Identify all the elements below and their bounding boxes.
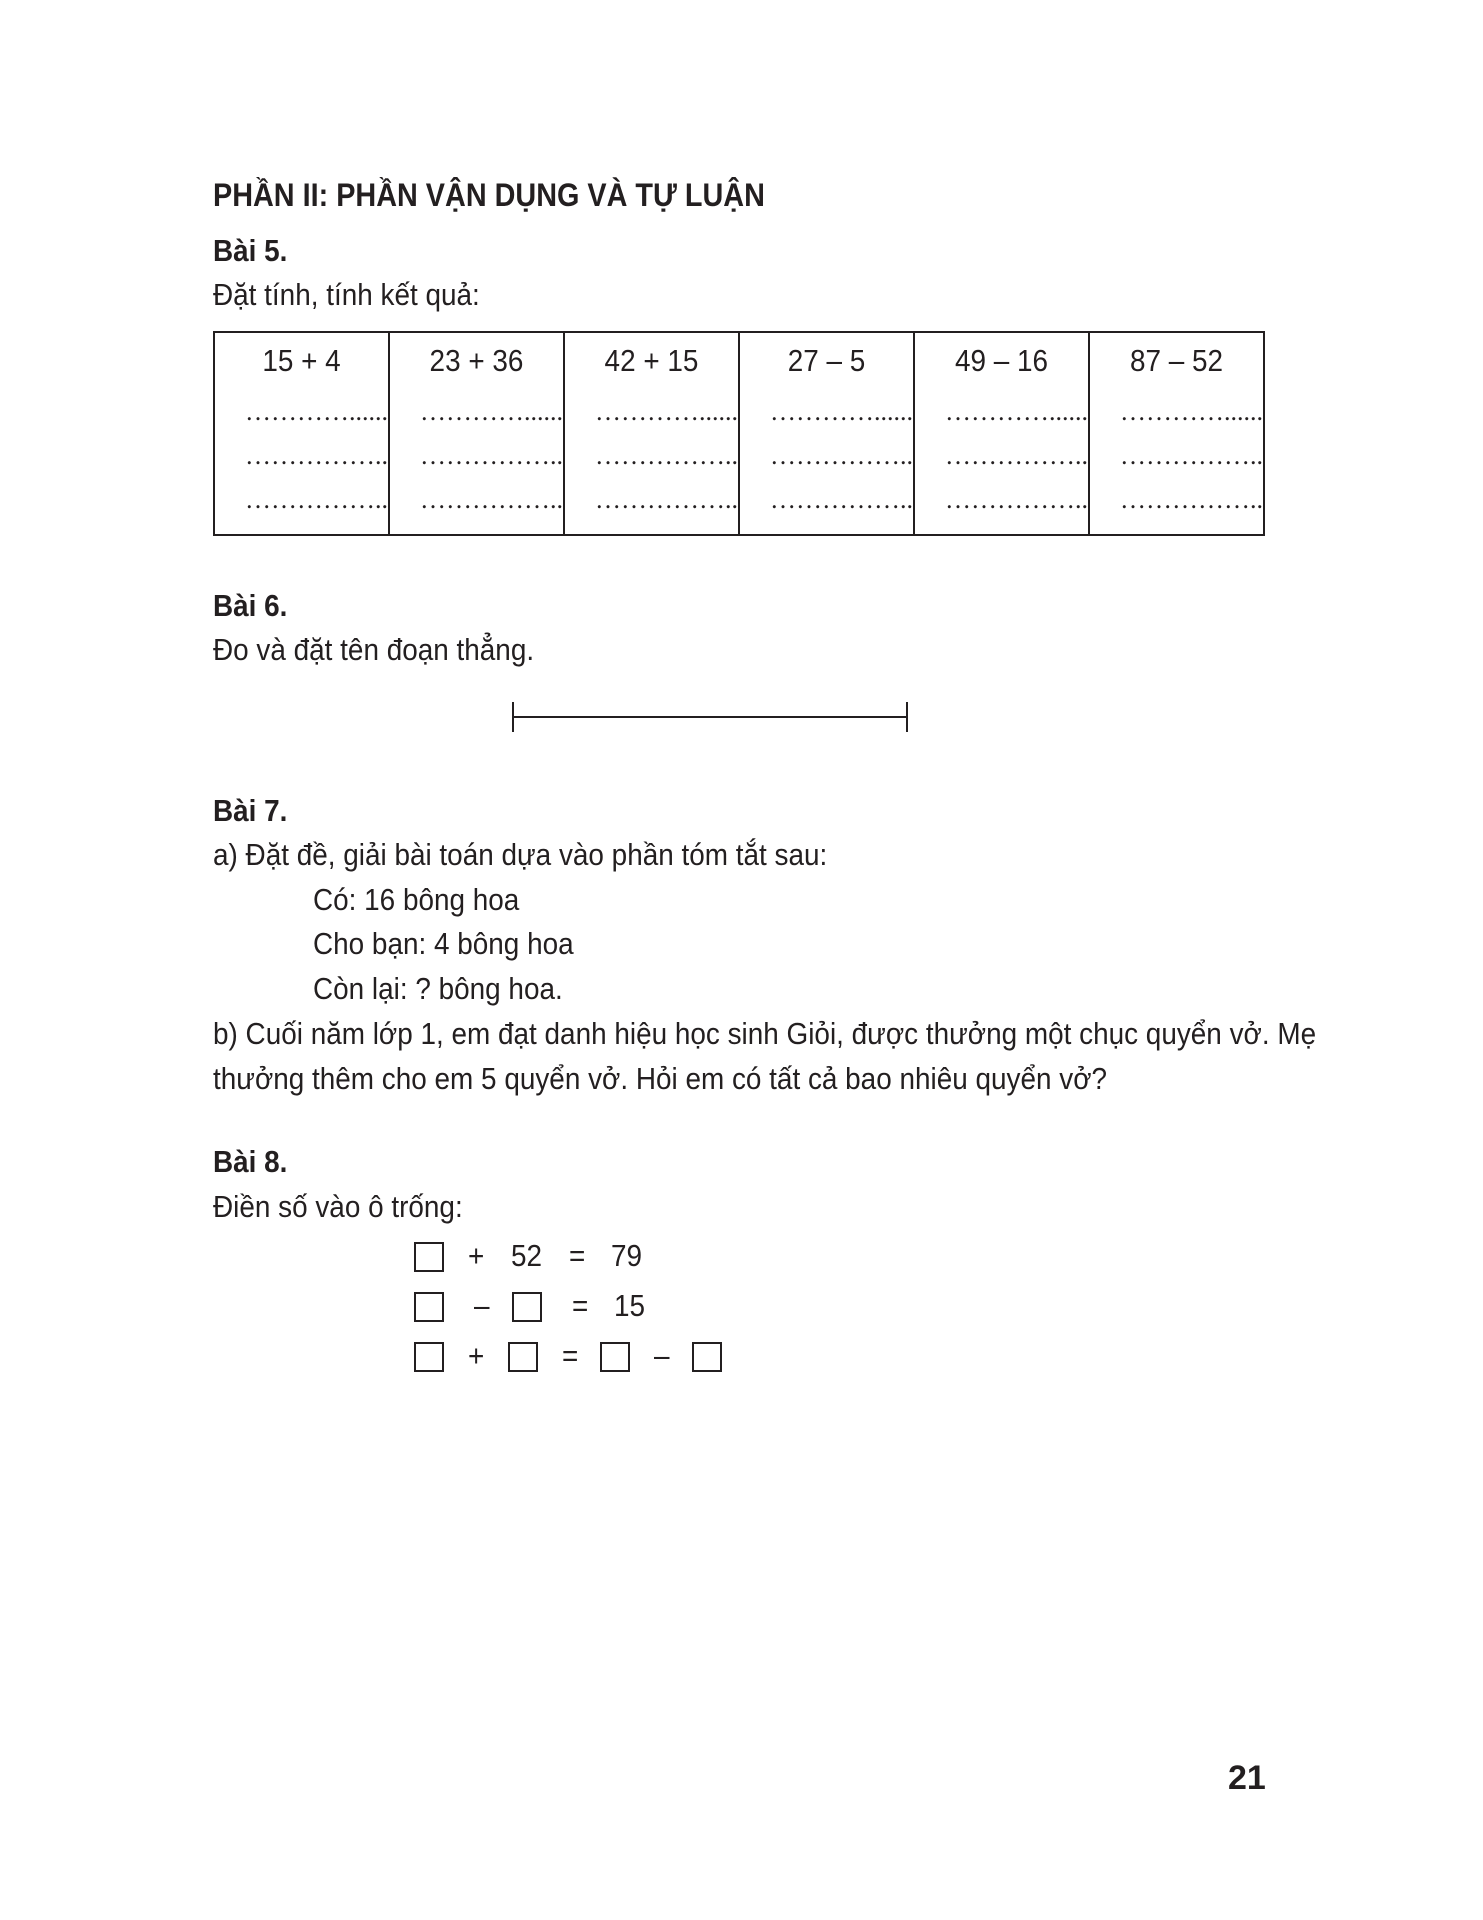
answer-dots[interactable]: …………….. (245, 441, 388, 470)
calc-column (740, 333, 915, 534)
calc-column (1090, 333, 1263, 534)
answer-dots[interactable]: …………….. (245, 485, 388, 514)
equals-sign: = (569, 1238, 586, 1273)
bai7-part-b-line1: b) Cuối năm lớp 1, em đạt danh hiệu học sinh Giỏi, được thưởng một chục quyển vở. Mẹ (213, 1016, 1317, 1051)
answer-dots[interactable]: …………….. (945, 441, 1088, 470)
calc-column (565, 333, 740, 534)
answer-dots[interactable]: …………….. (420, 441, 563, 470)
answer-dots[interactable]: …………...... (1120, 397, 1263, 426)
bai8-instruction: Điền số vào ô trống: (213, 1189, 463, 1224)
plus-sign: + (468, 1338, 485, 1373)
result: 15 (614, 1288, 646, 1323)
bai7-part-a: a) Đặt đề, giải bài toán dựa vào phần tóm tắt sau: (213, 837, 828, 872)
minus-sign: – (654, 1338, 670, 1373)
blank-box[interactable] (508, 1342, 538, 1372)
answer-dots[interactable]: …………….. (1120, 441, 1263, 470)
segment-line (512, 716, 908, 718)
calc-column (915, 333, 1090, 534)
answer-dots[interactable]: …………….. (420, 485, 563, 514)
answer-dots[interactable]: …………...... (245, 397, 388, 426)
section-title: PHẦN II: PHẦN VẬN DỤNG VÀ TỰ LUẬN (213, 177, 765, 213)
result: 79 (611, 1238, 643, 1273)
summary-line-2: Cho bạn: 4 bông hoa (313, 926, 574, 961)
answer-dots[interactable]: …………...... (420, 397, 563, 426)
answer-dots[interactable]: …………….. (595, 441, 738, 470)
answer-dots[interactable]: …………….. (595, 485, 738, 514)
bai7-title: Bài 7. (213, 793, 288, 828)
summary-line-1: Có: 16 bông hoa (313, 882, 520, 917)
calc-column (390, 333, 565, 534)
bai8-title: Bài 8. (213, 1144, 288, 1179)
answer-dots[interactable]: …………...... (770, 397, 913, 426)
calc-expression: 87 – 52 (1129, 343, 1224, 378)
blank-box[interactable] (600, 1342, 630, 1372)
answer-dots[interactable]: …………...... (945, 397, 1088, 426)
bai6-instruction: Đo và đặt tên đoạn thẳng. (213, 632, 535, 667)
calc-expression: 49 – 16 (954, 343, 1049, 378)
answer-dots[interactable]: …………….. (1120, 485, 1263, 514)
calc-expression: 27 – 5 (787, 343, 866, 378)
segment-endpoint-right (906, 702, 908, 732)
calculation-table (213, 331, 1265, 536)
answer-dots[interactable]: …………….. (770, 485, 913, 514)
calc-expression: 23 + 36 (429, 343, 524, 378)
equals-sign: = (562, 1338, 579, 1373)
page-number: 21 (1228, 1759, 1266, 1797)
answer-dots[interactable]: …………...... (595, 397, 738, 426)
plus-sign: + (468, 1238, 485, 1273)
bai6-title: Bài 6. (213, 588, 288, 623)
answer-dots[interactable]: …………….. (770, 441, 913, 470)
blank-box[interactable] (414, 1242, 444, 1272)
calc-expression: 42 + 15 (604, 343, 699, 378)
calc-expression: 15 + 4 (262, 343, 341, 378)
blank-box[interactable] (692, 1342, 722, 1372)
number: 52 (511, 1238, 543, 1273)
equals-sign: = (572, 1288, 589, 1323)
calc-column (215, 333, 390, 534)
bai5-title: Bài 5. (213, 233, 288, 268)
line-segment (512, 702, 908, 732)
blank-box[interactable] (414, 1342, 444, 1372)
bai7-part-b-line2: thưởng thêm cho em 5 quyển vở. Hỏi em có tất cả bao nhiêu quyển vở? (213, 1061, 1108, 1096)
minus-sign: – (474, 1288, 490, 1323)
summary-line-3: Còn lại: ? bông hoa. (313, 971, 563, 1006)
bai5-instruction: Đặt tính, tính kết quả: (213, 277, 480, 312)
blank-box[interactable] (512, 1292, 542, 1322)
blank-box[interactable] (414, 1292, 444, 1322)
answer-dots[interactable]: …………….. (945, 485, 1088, 514)
segment-endpoint-left (512, 702, 514, 732)
